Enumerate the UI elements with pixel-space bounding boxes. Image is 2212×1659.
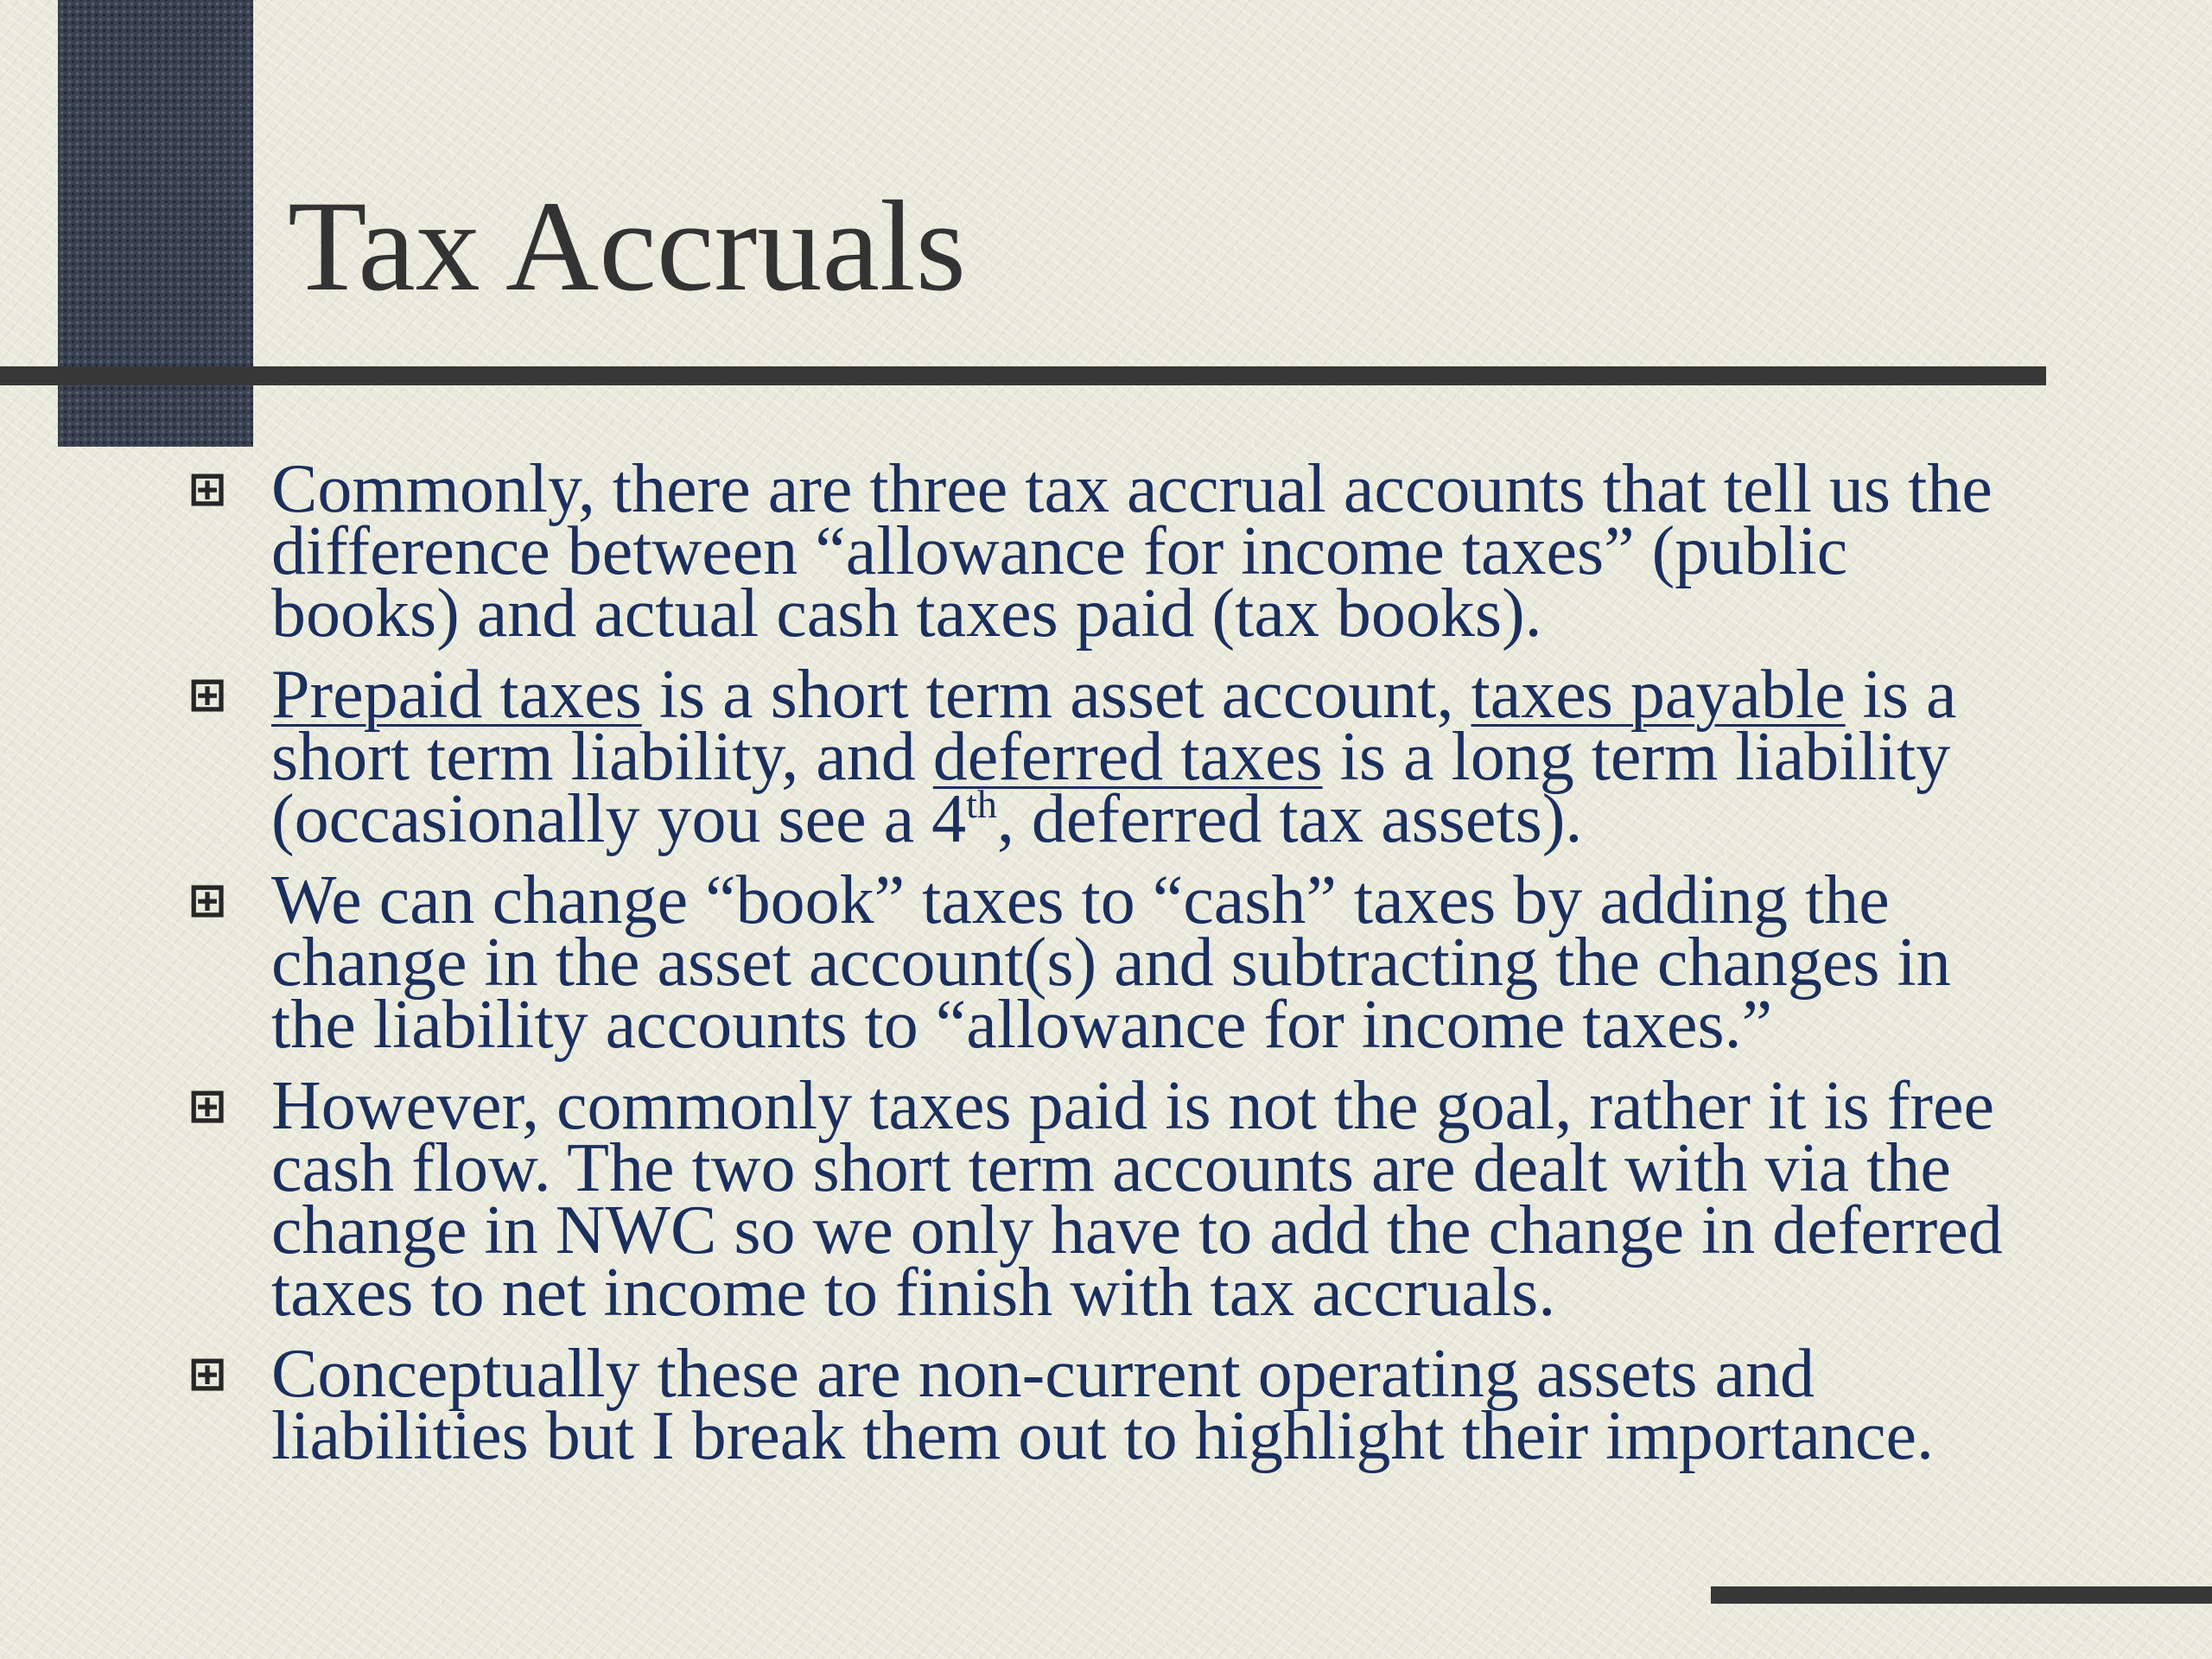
term-taxes-payable: taxes payable [1471, 657, 1846, 733]
bullet-text: , deferred tax assets). [996, 781, 1583, 857]
term-prepaid-taxes: Prepaid taxes [271, 657, 642, 733]
bullet-list [181, 451, 2039, 1486]
term-deferred-taxes: deferred taxes [932, 719, 1323, 795]
bullet-text: Commonly, there are three tax accrual accounts that tell us the difference between “allowance for income taxes” (public books) and actual cash taxes paid (tax books). [271, 451, 1993, 652]
footer-divider [1711, 1586, 2212, 1604]
hash-bullet-icon: ⊞ [188, 461, 227, 516]
hash-bullet-icon: ⊞ [188, 873, 227, 927]
bullet-item-free-cash-flow [181, 1068, 2039, 1331]
bullet-item-book-to-cash [181, 862, 2039, 1063]
bullet-text: We can change “book” taxes to “cash” taxes by adding the change in the asset account(s) and subtracting the changes in the liability accounts to “allowance for income taxes.” [271, 862, 1951, 1063]
bullet-text: However, commonly taxes paid is not the goal, rather it is free cash flow. The two short term accounts are dealt with via the change in NWC so we only have to add the change in deferred taxes to net income to finish with tax accruals. [271, 1068, 2003, 1331]
title-divider [0, 366, 2046, 385]
bullet-item-accrual-accounts [181, 451, 2039, 652]
bullet-text: is a long term liability (occasionally you see a 4 [271, 719, 1951, 857]
bullet-text: is a short term asset account, [641, 657, 1471, 733]
ordinal-superscript: th [966, 782, 997, 826]
bullet-text: is a short term liability, and [271, 657, 1957, 795]
hash-bullet-icon: ⊞ [188, 1346, 227, 1401]
slide-title: Tax Accruals [288, 175, 967, 318]
bullet-item-conceptual-note [181, 1336, 2039, 1474]
hash-bullet-icon: ⊞ [188, 1078, 227, 1133]
bullet-text: Conceptually these are non-current operating assets and liabilities but I break them out to highlight their importance. [271, 1336, 1935, 1474]
hash-bullet-icon: ⊞ [188, 667, 227, 721]
bullet-item-account-types [181, 657, 2039, 857]
